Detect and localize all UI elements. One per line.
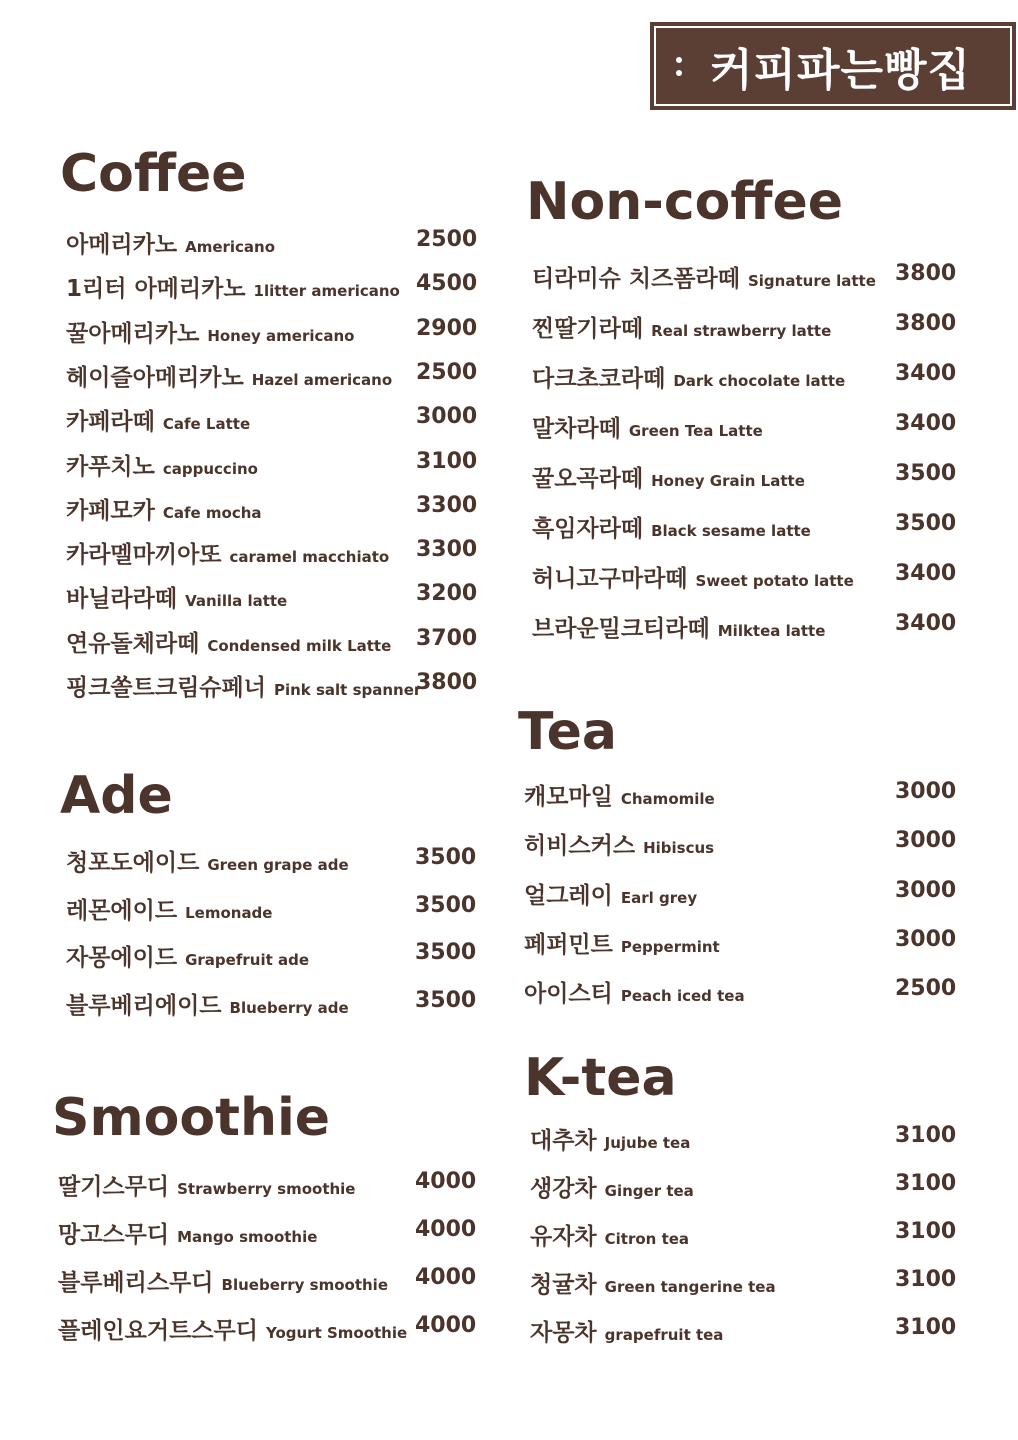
brand-frame: [654, 26, 1012, 106]
menu-item: [530, 1170, 694, 1203]
menu-item: [532, 510, 811, 543]
menu-item-name-ko: 레몬에이드: [66, 897, 178, 924]
menu-item-name-en: Cafe mocha: [162, 503, 262, 522]
menu-item-name-ko: 다크초코라떼: [532, 366, 666, 392]
menu-item-name-en: Hibiscus: [643, 839, 715, 858]
menu-item: [66, 226, 275, 259]
menu-item-name-en: Vanilla latte: [185, 592, 288, 611]
menu-item-name-en: Grapefruit ade: [185, 951, 310, 969]
section-ade: [60, 766, 477, 1019]
menu-item-price: 3400: [895, 411, 957, 436]
menu-item: [66, 669, 421, 702]
menu-item-price: 3300: [416, 492, 478, 518]
menu-item: [530, 1218, 689, 1251]
menu-item-name-en: Honey americano: [207, 326, 355, 345]
menu-item-price: 3100: [895, 1315, 957, 1340]
menu-item-name-en: 1litter americano: [253, 282, 400, 301]
menu-item-name-en: Hazel americano: [251, 370, 393, 389]
menu-item-price: 3000: [895, 828, 957, 854]
menu-item-price: 3100: [895, 1171, 957, 1196]
menu-item: [66, 987, 349, 1020]
menu-item-name-ko: 꿀아메리카노: [66, 320, 200, 347]
menu-item-name-en: Real strawberry latte: [651, 322, 832, 340]
menu-item-name-en: Chamomile: [620, 790, 715, 808]
menu-item: [66, 315, 355, 348]
menu-item-name-en: Yogurt Smoothie: [265, 1324, 408, 1342]
menu-item-name-ko: 카페모카: [66, 497, 155, 524]
menu-item-name-en: Peppermint: [620, 937, 720, 956]
menu-item-name-en: Earl grey: [620, 888, 698, 907]
menu-item: [66, 492, 262, 525]
menu-item-name-ko: 티라미슈 치즈폼라떼: [532, 266, 740, 292]
menu-item-name-ko: 딸기스무디: [58, 1174, 170, 1200]
menu-item-price: 2900: [416, 315, 478, 341]
menu-item: [532, 360, 845, 393]
menu-item-price: 3300: [416, 537, 478, 563]
menu-item-name-en: Milktea latte: [717, 622, 826, 640]
menu-item-price: 3500: [415, 987, 477, 1013]
menu-item-price: 3700: [416, 625, 478, 651]
menu-item-price: 3000: [895, 877, 957, 903]
menu-item-price: 2500: [416, 359, 478, 385]
menu-item-name-ko: 자몽차: [530, 1320, 597, 1346]
menu-item-name-en: caramel macchiato: [229, 548, 390, 567]
menu-item-name-en: Strawberry smoothie: [177, 1180, 356, 1198]
menu-item-name-ko: 캐모마일: [524, 784, 613, 810]
menu-item-price: 3800: [416, 670, 478, 695]
menu-item-name-en: Lemonade: [185, 903, 273, 922]
menu-item-name-en: Pink salt spanner: [273, 681, 422, 699]
menu-item-name-ko: 블루베리스무디: [58, 1270, 214, 1296]
section-title: Non-coffee: [526, 172, 844, 232]
menu-item-name-ko: 찐딸기라떼: [532, 316, 644, 342]
menu-item-name-ko: 생강차: [530, 1176, 597, 1202]
section-title: K-tea: [524, 1048, 677, 1108]
menu-item: [58, 1168, 355, 1201]
menu-item: [66, 270, 400, 303]
brand-banner: [650, 22, 1016, 110]
menu-item-name-ko: 브라운밀크티라떼: [532, 616, 710, 642]
section-title: Tea: [518, 702, 617, 762]
menu-item-name-en: Dark chocolate latte: [673, 372, 846, 390]
menu-item-price: 3400: [895, 611, 957, 636]
menu-item: [66, 844, 349, 877]
menu-item-name-en: Green grape ade: [207, 856, 349, 874]
menu-item-name-ko: 꿀오곡라떼: [532, 466, 644, 492]
menu-item-name-ko: 블루베리에이드: [66, 992, 222, 1019]
section-title: Ade: [60, 766, 173, 826]
menu-item-price: 3100: [416, 448, 478, 474]
menu-item-price: 3100: [895, 1267, 957, 1292]
menu-item-name-ko: 아메리카노: [66, 232, 178, 258]
menu-item: [66, 536, 389, 569]
menu-item-name-en: cappuccino: [162, 459, 258, 478]
menu-item: [66, 403, 250, 436]
menu-item: [532, 310, 831, 343]
menu-item: [66, 625, 391, 658]
menu-item-name-ko: 헤이즐아메리카노: [66, 364, 244, 391]
menu-item-name-en: Black sesame latte: [651, 522, 811, 540]
menu-item: [532, 610, 825, 643]
menu-item-name-ko: 1리터 아메리카노: [66, 276, 246, 303]
menu-item-price: 3800: [895, 311, 957, 336]
menu-item-name-en: Honey Grain Latte: [651, 472, 805, 490]
menu-item-price: 3400: [895, 361, 957, 386]
brand-name: 커피파는빵집: [710, 45, 972, 96]
menu-item-price: 3500: [895, 511, 957, 536]
menu-item-name-ko: 히비스커스: [524, 833, 636, 860]
menu-item-name-en: Peach iced tea: [620, 987, 745, 1006]
menu-item-price: 3500: [415, 940, 477, 965]
section-coffee: [60, 144, 478, 701]
menu-item-name-en: Jujube tea: [604, 1134, 691, 1152]
menu-item-price: 4000: [415, 1265, 477, 1290]
menu-item-name-ko: 얼그레이: [524, 882, 613, 909]
menu-item-name-en: Citron tea: [604, 1230, 690, 1248]
menu-item-price: 4000: [415, 1169, 477, 1194]
menu-item: [524, 975, 745, 1008]
menu-item-name-en: Mango smoothie: [177, 1228, 318, 1246]
section-noncoffee: [526, 172, 957, 642]
section-title: Coffee: [60, 144, 247, 204]
menu-item: [66, 939, 309, 972]
menu-item-name-ko: 페퍼민트: [524, 931, 613, 958]
menu-item-price: 3000: [416, 404, 478, 430]
menu-item-name-ko: 말차라떼: [532, 416, 621, 442]
menu-item: [58, 1264, 388, 1297]
menu-item-name-ko: 아이스티: [524, 981, 613, 1008]
menu-item-name-en: Ginger tea: [604, 1182, 694, 1200]
menu-item-name-ko: 플레인요거트스무디: [58, 1318, 258, 1344]
menu-item-name-en: Condensed milk Latte: [207, 636, 392, 655]
menu-item-name-ko: 카라멜마끼아또: [66, 542, 222, 569]
menu-item-name-ko: 자몽에이드: [66, 945, 178, 971]
menu-item-name-ko: 망고스무디: [58, 1222, 170, 1248]
menu-item: [532, 410, 763, 443]
menu-item-name-ko: 대추차: [530, 1128, 597, 1154]
section-tea: [518, 702, 957, 1008]
menu-item: [532, 560, 854, 593]
menu-item-name-en: Blueberry ade: [229, 998, 349, 1017]
menu-item-price: 3000: [895, 779, 957, 804]
menu-item-name-ko: 흑임자라떼: [532, 516, 644, 542]
menu-item-name-ko: 바닐라라떼: [66, 586, 178, 613]
menu-item-name-ko: 연유돌체라떼: [66, 630, 200, 657]
menu-item: [530, 1314, 723, 1347]
menu-item-price: 3500: [415, 845, 477, 870]
menu-item: [66, 580, 287, 613]
menu-item: [524, 778, 715, 811]
menu-item-price: 2500: [895, 976, 957, 1002]
menu-item: [58, 1312, 407, 1345]
menu-item: [58, 1216, 317, 1249]
menu-item-price: 3500: [415, 892, 477, 918]
menu-item: [66, 892, 272, 925]
menu-item-name-ko: 허니고구마라떼: [532, 566, 688, 592]
menu-item-name-en: Blueberry smoothie: [221, 1276, 388, 1294]
menu-item-price: 3200: [416, 581, 478, 607]
menu-item-name-en: Americano: [185, 238, 276, 256]
menu-item: [530, 1266, 776, 1299]
menu-item-price: 3500: [895, 461, 957, 486]
menu-item-price: 4000: [415, 1217, 477, 1242]
menu-item-name-en: Sweet potato latte: [695, 572, 854, 590]
menu-item-name-ko: 핑크쏠트크림슈페너: [66, 675, 266, 701]
menu-item-name-en: Signature latte: [747, 272, 876, 290]
menu-item-price: 4000: [415, 1313, 477, 1338]
section-title: Smoothie: [52, 1088, 331, 1148]
section-smoothie: [52, 1088, 477, 1344]
menu-item-price: 4500: [416, 271, 478, 297]
menu-item: [66, 448, 258, 481]
menu-item-price: 3100: [895, 1123, 957, 1148]
menu-item-name-en: grapefruit tea: [604, 1326, 724, 1344]
menu-item: [524, 827, 714, 860]
menu-item-name-ko: 카푸치노: [66, 453, 155, 480]
menu-item-price: 3800: [895, 261, 957, 286]
menu-item: [66, 359, 392, 392]
menu-item-price: 3400: [895, 561, 957, 586]
menu-item-name-ko: 카페라떼: [66, 409, 155, 436]
menu-item-name-en: Cafe Latte: [162, 415, 251, 434]
menu-item-name-ko: 청귤차: [530, 1272, 597, 1298]
brand-dots-icon: [676, 57, 682, 76]
menu-item-name-ko: 유자차: [530, 1224, 597, 1250]
menu-item-price: 2500: [416, 227, 478, 252]
menu-item: [532, 460, 805, 493]
menu-item-price: 3100: [895, 1219, 957, 1244]
menu-item-name-en: Green Tea Latte: [628, 422, 763, 440]
menu-item-name-ko: 청포도에이드: [66, 850, 200, 876]
menu-item-name-en: Green tangerine tea: [604, 1278, 776, 1296]
menu-item-price: 3000: [895, 926, 957, 952]
menu-item: [524, 926, 720, 959]
menu-item: [532, 260, 876, 293]
section-ktea: [524, 1048, 957, 1346]
menu-item: [524, 877, 697, 910]
menu-item: [530, 1122, 690, 1155]
